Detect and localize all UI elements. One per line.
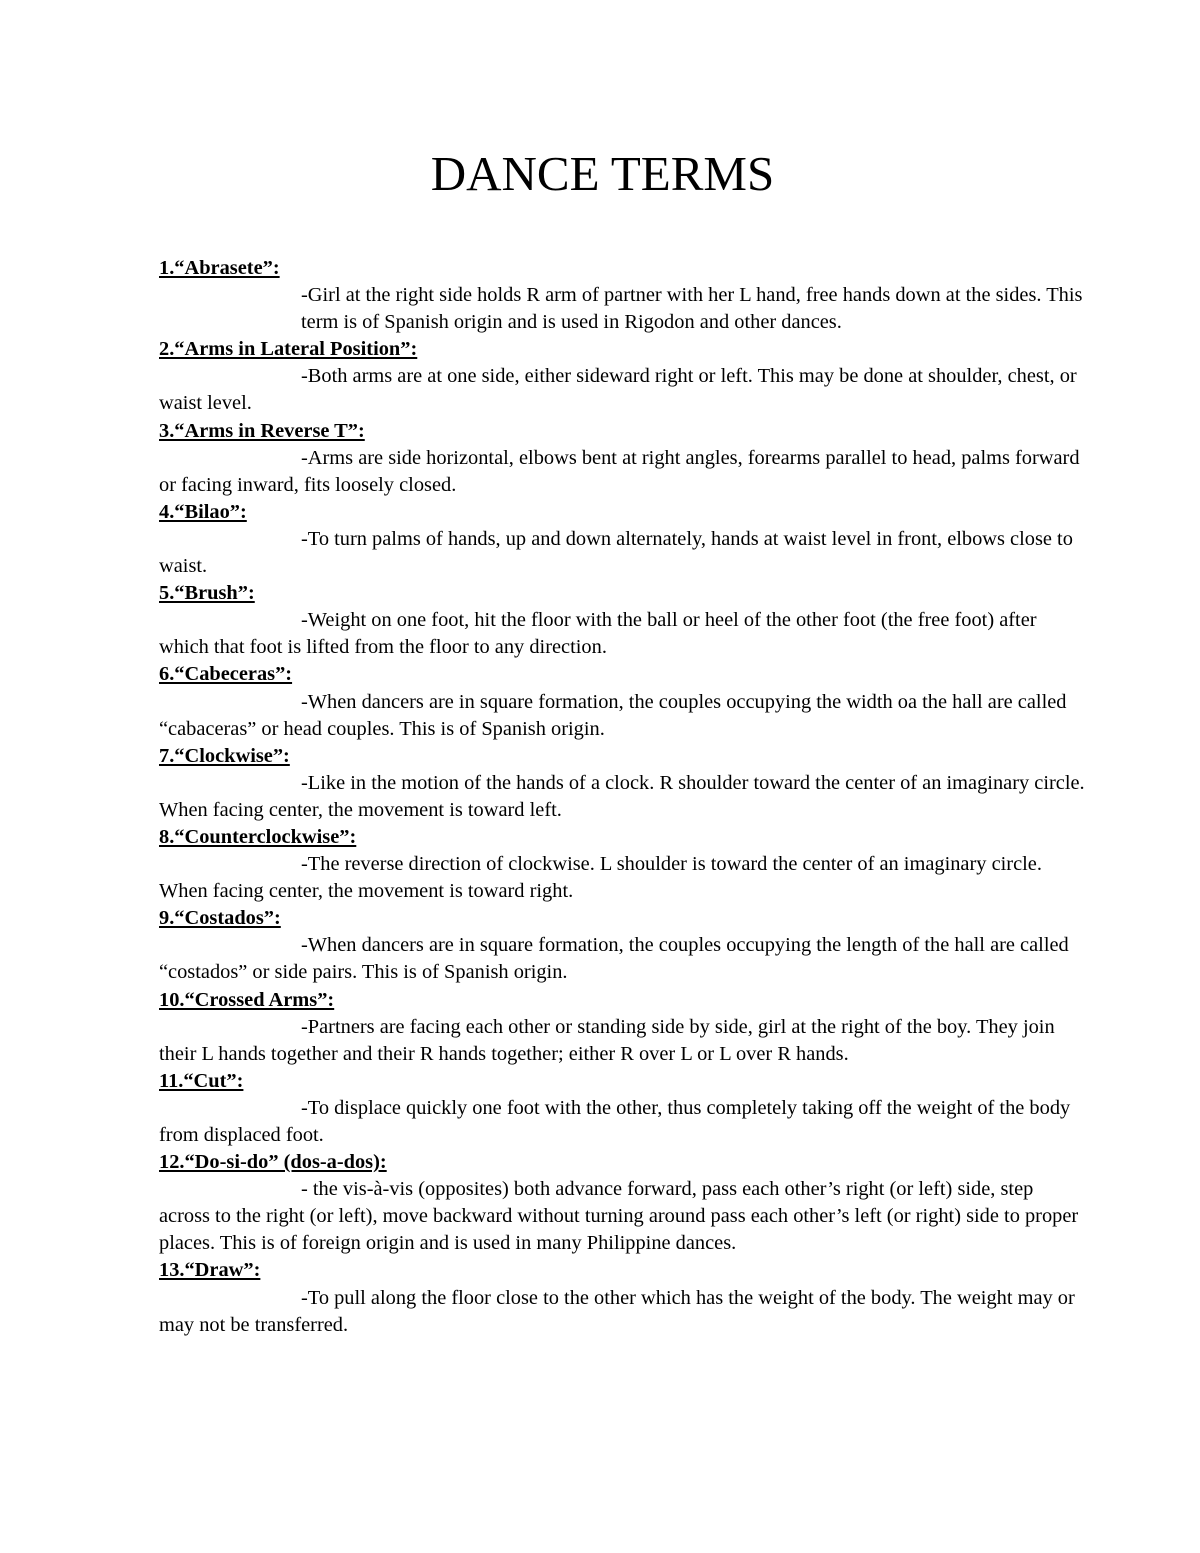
term-description: - the vis-à-vis (opposites) both advance forward, pass each other’s right (or left) side, step across to the right (or left), move backward without turning around pass each other’s left (or right) side to proper places. This is of foreign origin and is used in many Philippine dances. xyxy=(159,1178,1079,1255)
term-entry xyxy=(159,255,1089,336)
term-description: -When dancers are in square formation, the couples occupying the length of the hall are called “costados” or side pairs. This is of Spanish origin. xyxy=(159,934,1069,984)
term-heading: 11.“Cut”: xyxy=(159,1069,244,1092)
term-heading: 12.“Do-si-do” (dos-a-dos): xyxy=(159,1151,387,1174)
term-heading: 1.“Abrasete”: xyxy=(159,257,280,279)
term-entry xyxy=(159,1257,1089,1338)
term-description: -Partners are facing each other or standing side by side, girl at the right of the boy. They join their L hands together and their R hands together; either R over L or L over R hands. xyxy=(159,1015,1055,1065)
term-heading: 9.“Costados”: xyxy=(159,907,281,930)
term-description: -To turn palms of hands, up and down alternately, hands at waist level in front, elbows close to waist. xyxy=(159,527,1073,578)
term-entry xyxy=(159,418,1089,499)
term-description: -Weight on one foot, hit the floor with the ball or heel of the other foot (the free foot) after which that foot is lifted from the floor to any direction. xyxy=(159,609,1037,659)
term-description: -When dancers are in square formation, the couples occupying the width oa the hall are called “cabaceras” or head couples. This is of Spanish origin. xyxy=(159,690,1067,740)
term-entry xyxy=(159,1149,1089,1257)
term-description: -Girl at the right side holds R arm of partner with her L hand, free hands down at the sides. This term is of Spanish origin and is used in Rigodon and other dances. xyxy=(301,284,1083,334)
term-description: -The reverse direction of clockwise. L shoulder is toward the center of an imaginary circle. When facing center, the movement is toward right. xyxy=(159,853,1042,903)
term-heading: 8.“Counterclockwise”: xyxy=(159,825,357,848)
term-entry xyxy=(159,499,1089,580)
term-heading: 4.“Bilao”: xyxy=(159,500,247,523)
term-entry xyxy=(159,580,1089,661)
term-heading: 7.“Clockwise”: xyxy=(159,744,290,767)
term-entry xyxy=(159,824,1089,905)
term-description: -Both arms are at one side, either sideward right or left. This may be done at shoulder, chest, or waist level. xyxy=(159,365,1077,415)
term-entry xyxy=(159,336,1089,417)
term-entry xyxy=(159,1068,1089,1149)
term-heading: 3.“Arms in Reverse T”: xyxy=(159,419,365,442)
term-entry xyxy=(159,905,1089,986)
term-heading: 13.“Draw”: xyxy=(159,1259,261,1282)
term-description: -Arms are side horizontal, elbows bent at right angles, forearms parallel to head, palms forward or facing inward, fits loosely closed. xyxy=(159,446,1080,496)
terms-list xyxy=(159,255,1089,1339)
term-entry xyxy=(159,661,1089,742)
term-heading: 2.“Arms in Lateral Position”: xyxy=(159,338,418,361)
term-entry xyxy=(159,743,1089,824)
term-description: -To displace quickly one foot with the other, thus completely taking off the weight of the body from displaced foot. xyxy=(159,1096,1071,1146)
term-heading: 5.“Brush”: xyxy=(159,582,255,605)
document-title: DANCE TERMS xyxy=(430,146,775,201)
term-heading: 6.“Cabeceras”: xyxy=(159,663,293,686)
term-heading: 10.“Crossed Arms”: xyxy=(159,988,335,1011)
term-description: -Like in the motion of the hands of a clock. R shoulder toward the center of an imaginary circle. When facing center, the movement is toward left. xyxy=(159,771,1085,821)
term-entry xyxy=(159,987,1089,1068)
term-description: -To pull along the floor close to the other which has the weight of the body. The weight may or may not be transferred. xyxy=(159,1286,1075,1336)
